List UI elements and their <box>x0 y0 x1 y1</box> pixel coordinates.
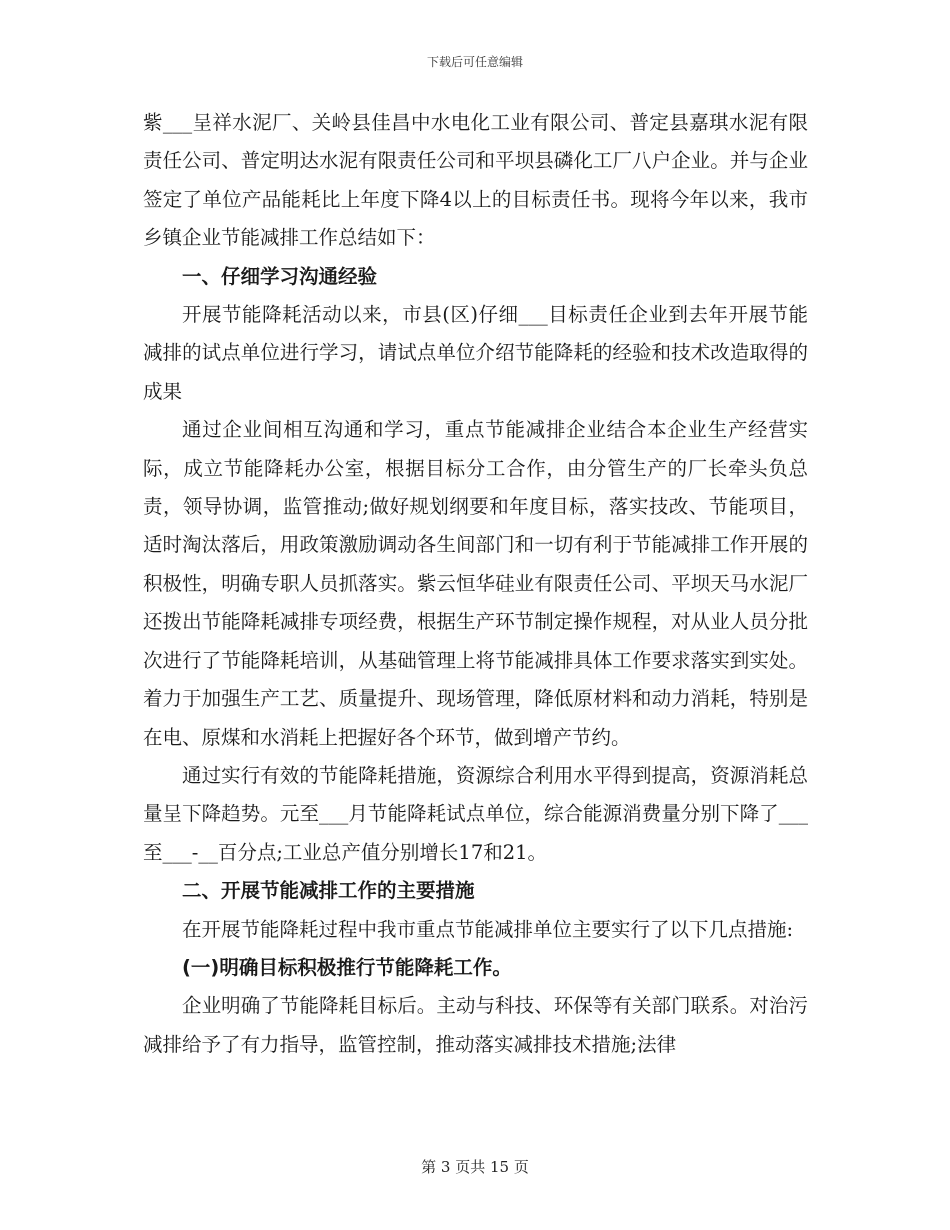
section-heading-2: 二、开展节能减排工作的主要措施 <box>182 879 475 903</box>
paragraph-4: 通过实行有效的节能降耗措施，资源综合利用水平得到提高，资源消耗总量呈下降趋势。元至___月节能降耗试点单位，综合能源消费量分别下降了___至___-__百分点;工业总产值分别增长17和21。 <box>143 763 808 864</box>
page-footer: 第 3 页共 15 页 <box>421 1158 529 1176</box>
paragraph-3: 通过企业间相互沟通和学习，重点节能减排企业结合本企业生产经营实际，成立节能降耗办公室，根据目标分工合作，由分管生产的厂长牵头负总责，领导协调，监管推动;做好规划纲要和年度目标，落实技改、节能项目，适时淘汰落后，用政策激励调动各生间部门和一切有利于节能减排工作开展的积极性，明确专职人员抓落实。紫云恒华硅业有限责任公司、平坝天马水泥厂还拨出节能降耗减排专项经费，根据生产环节制定操作规程，对从业人员分批次进行了节能降耗培训，从基础管理上将节能减排具体工作要求落实到实处。着力于加强生产工艺、质量提升、现场管理，降低原材料和动力消耗，特别是在电、原煤和水消耗上把握好各个环节，做到增产节约。 <box>143 418 808 749</box>
paragraph-6: 企业明确了节能降耗目标后。主动与科技、环保等有关部门联系。对治污减排给予了有力指导，监管控制，推动落实减排技术措施;法律 <box>143 994 808 1056</box>
subsection-heading-1: (一)明确目标积极推行节能降耗工作。 <box>182 955 512 979</box>
paragraph-1: 紫___呈祥水泥厂、关岭县佳昌中水电化工业有限公司、普定县嘉琪水泥有限责任公司、普定明达水泥有限责任公司和平坝县磷化工厂八户企业。并与企业签定了单位产品能耗比上年度下降4以上的目标责任书。现将今年以来，我市乡镇企业节能减排工作总结如下： <box>143 111 808 250</box>
page-header: 下载后可任意编辑 <box>426 55 523 69</box>
document-body <box>143 104 808 1064</box>
paragraph-5: 在开展节能降耗过程中我市重点节能减排单位主要实行了以下几点措施: <box>182 917 794 941</box>
paragraph-2: 开展节能降耗活动以来，市县(区)仔细___目标责任企业到去年开展节能减排的试点单位进行学习，请试点单位介绍节能降耗的经验和技术改造取得的成果 <box>143 303 808 403</box>
section-heading-1: 一、仔细学习沟通经验 <box>182 264 378 288</box>
